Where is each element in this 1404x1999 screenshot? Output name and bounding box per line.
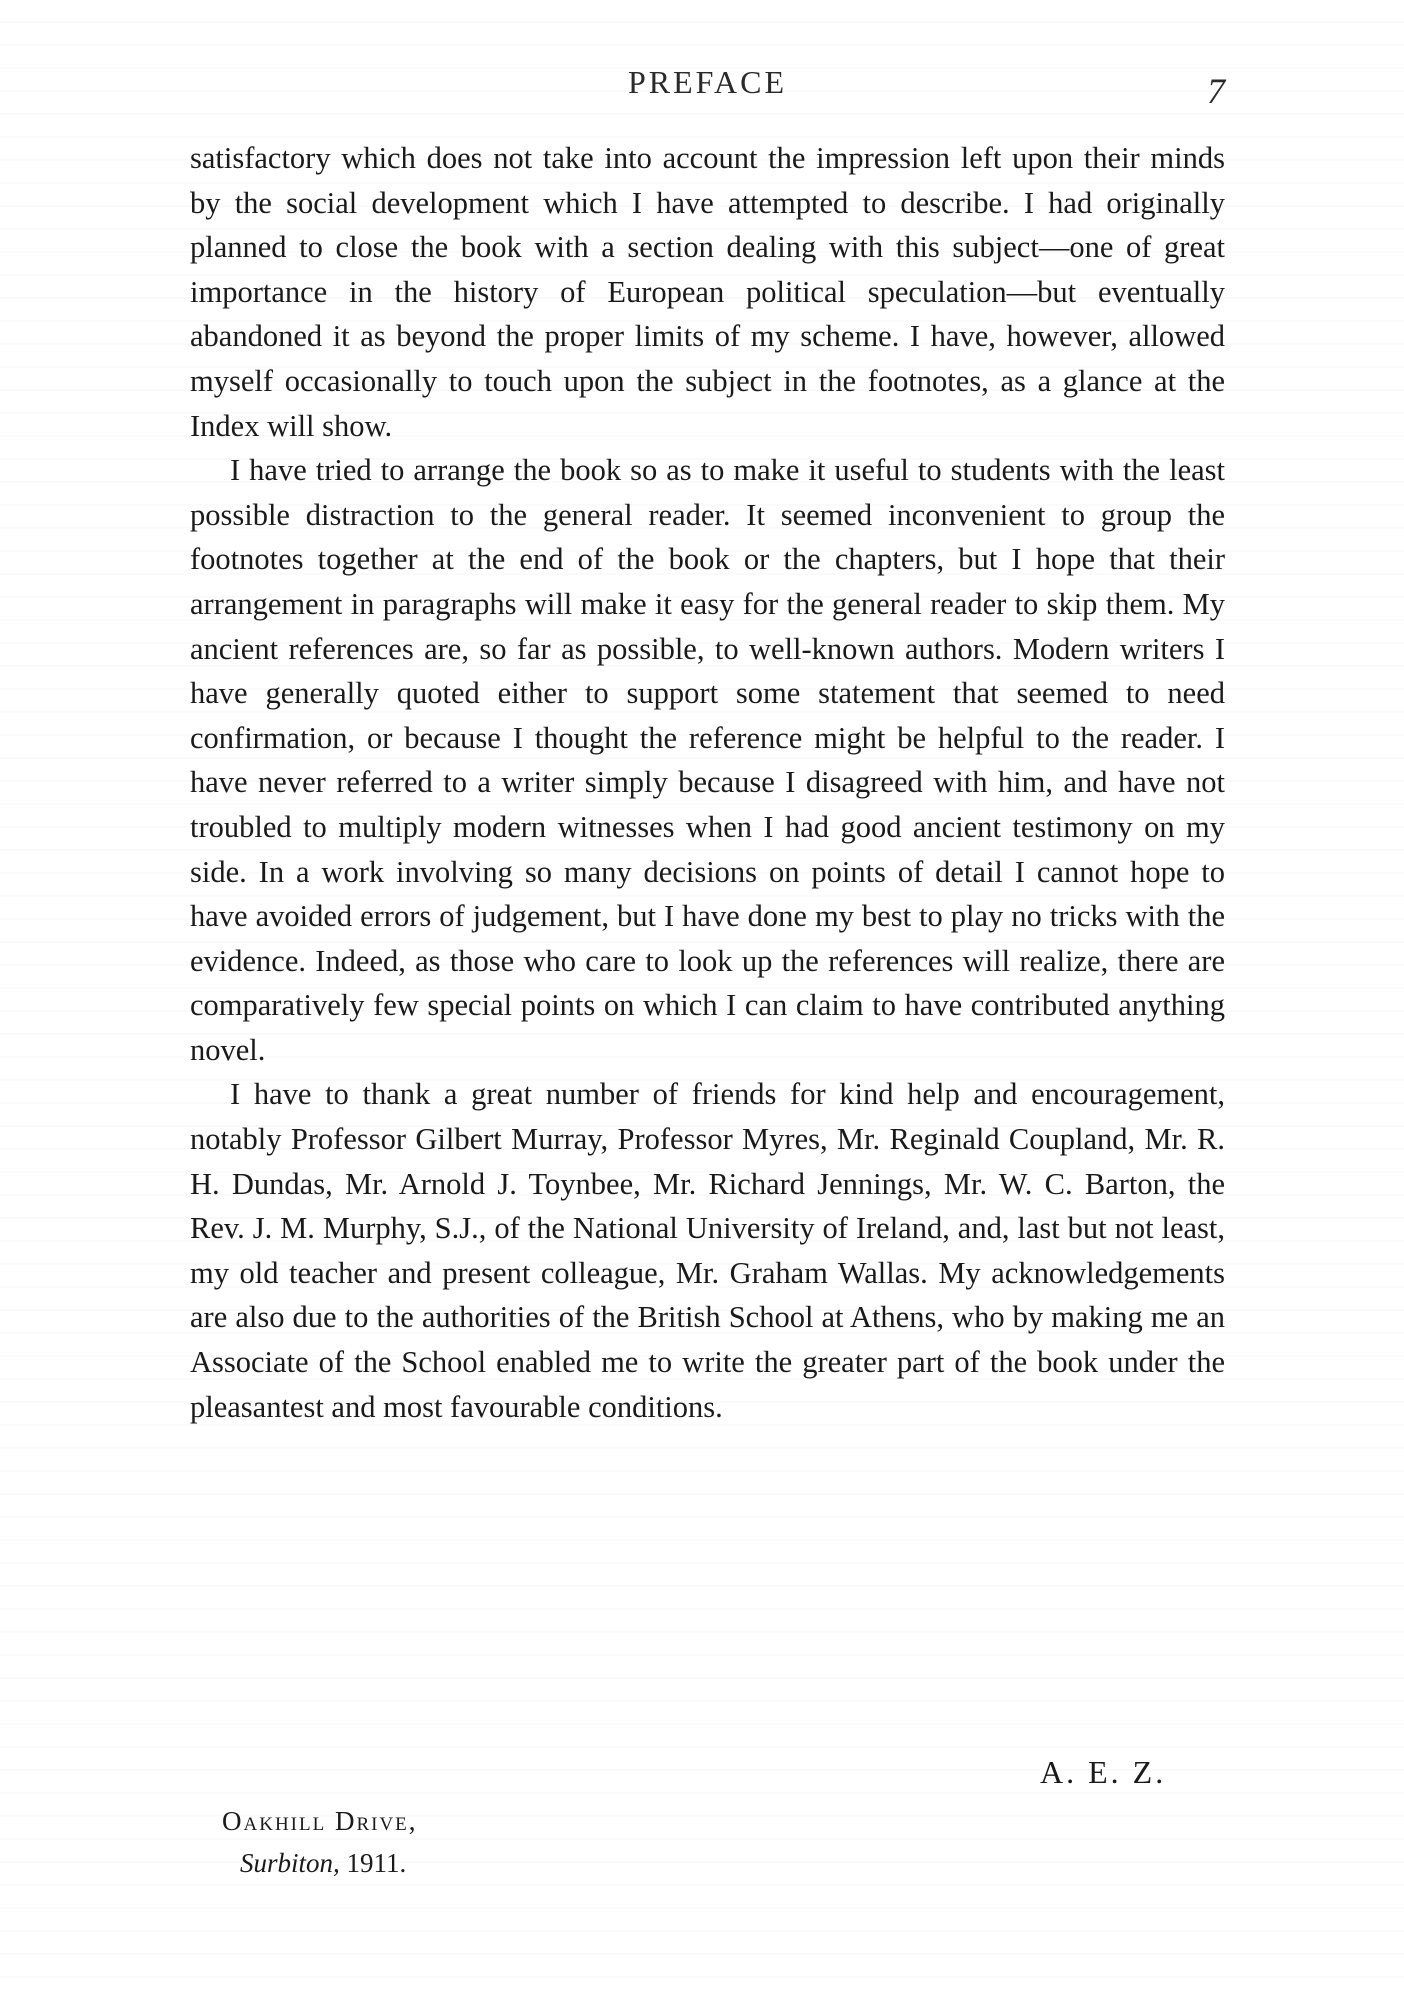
paragraph-acknowledgements: I have to thank a great number of friends for kind help and encouragement, notably Professor Gilbert Murray, Professor Myres, Mr. Reginald Coupland, Mr. R. H. Dundas, Mr. Arnold J. Toynbee, Mr. Richard Jennings, Mr. W. C. Barton, the Rev. J. M. Murphy, S.J., of the National University of Ireland, and, last but not least, my old teacher and present colleague, Mr. Graham Wallas. My acknowledgements are also due to the authorities of the British School at Athens, who by making me an Associate of the School enabled me to write the greater part of the book under the pleasantest and most favourable conditions. [190, 1077, 1225, 1424]
paragraph-arrangement: I have tried to arrange the book so as to make it useful to students with the least possible distraction to the general reader. It seemed inconvenient to group the footnotes together at the end of the book or the chapters, but I hope that their arrangement in paragraphs will make it easy for the general reader to skip them. My ancient references are, so far as possible, to well-known authors. Modern writers I have generally quoted either to support some statement that seemed to need confirmation, or because I thought the reference might be helpful to the reader. I have never referred to a writer simply because I disagreed with him, and have not troubled to multiply modern witnesses when I had good ancient testimony on my side. In a work involving so many decisions on points of detail I cannot hope to have avoided errors of judgement, but I have done my best to play no tricks with the evidence. Indeed, as those who care to look up the references will realize, there are comparatively few special points on which I can claim to have contributed anything novel. [190, 453, 1225, 1067]
running-title: PREFACE [627, 64, 788, 100]
address-block [222, 1800, 418, 1884]
paragraph-continued: satisfactory which does not take into account the impression left upon their minds by the social development which I have attempted to describe. I had originally planned to close the book with a section dealing with this subject—one of great importance in the history of European political speculation—but eventually abandoned it as beyond the proper limits of my scheme. I have, however, allowed myself occasionally to touch upon the subject in the footnotes, as a glance at the Index will show. [190, 141, 1225, 443]
address-street: Oakhill Drive, [222, 1806, 418, 1836]
address-place-line [222, 1842, 418, 1884]
address-year: 1911. [346, 1848, 407, 1878]
running-head [190, 64, 1225, 112]
author-initials: A. E. Z. [1040, 1754, 1167, 1790]
body-text [190, 136, 1225, 1429]
page-number: 7 [1207, 71, 1225, 111]
address-place: Surbiton, [240, 1848, 340, 1878]
